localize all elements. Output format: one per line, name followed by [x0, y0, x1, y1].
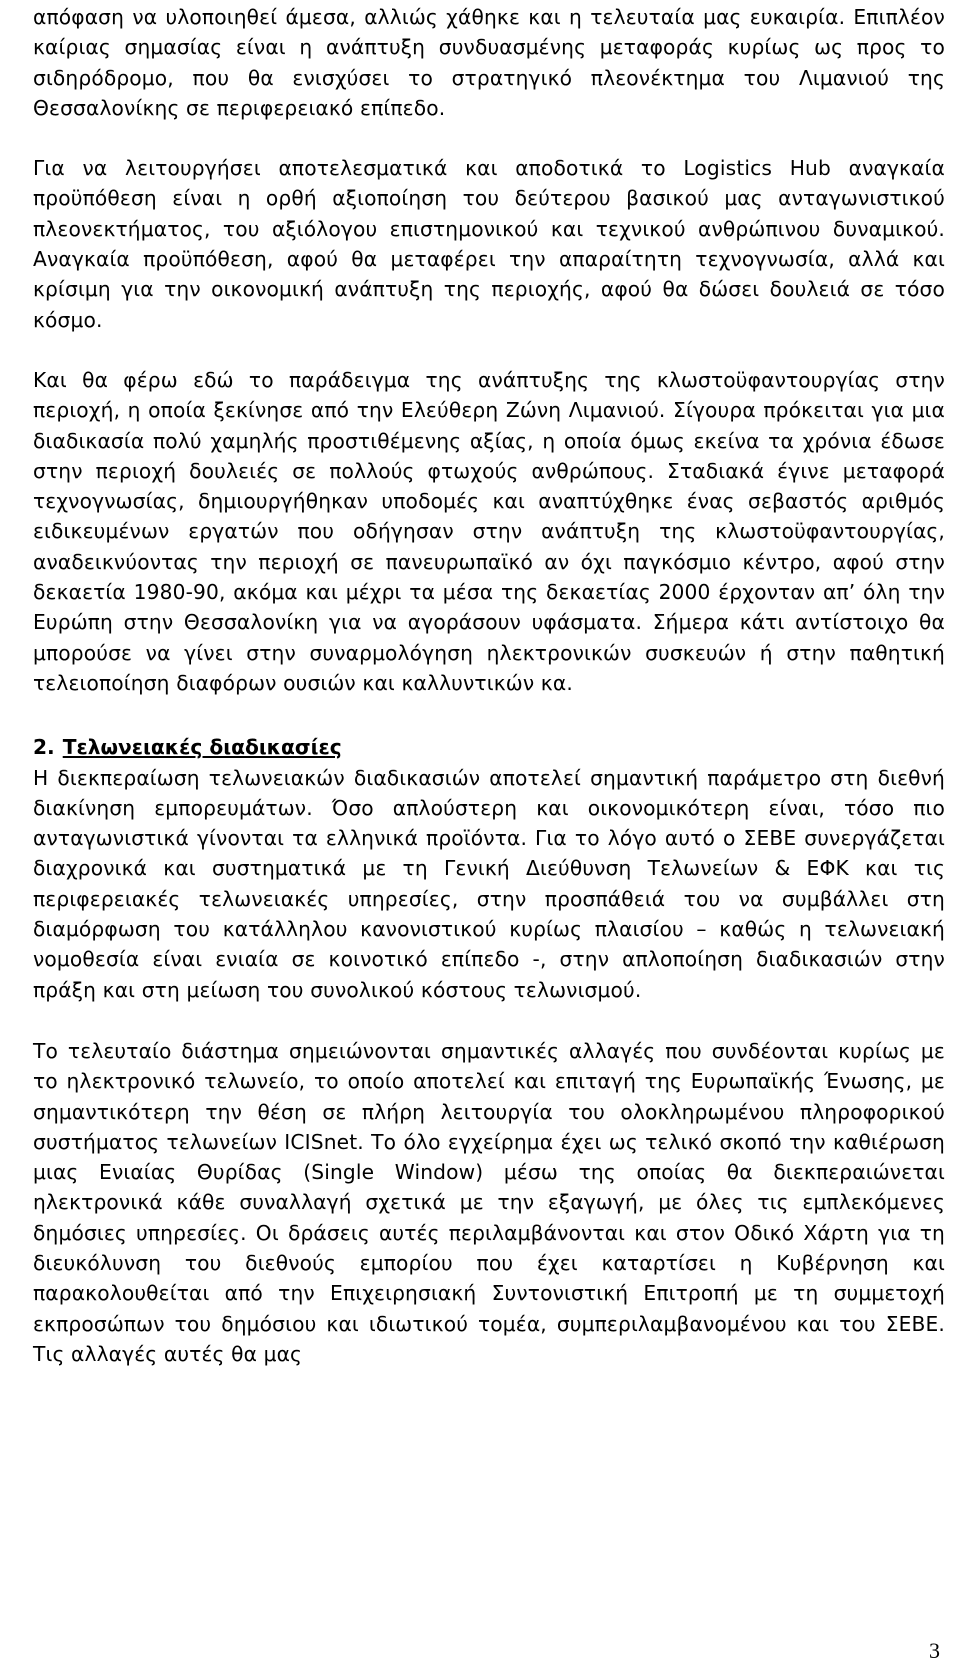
document-page [33, 0, 945, 1369]
section-title: Τελωνειακές διαδικασίες [62, 735, 342, 760]
paragraph-customs-procedures: Η διεκπεραίωση τελωνειακών διαδικασιών αποτελεί σημαντική παράμετρο στη διεθνή διακίνηση εμπορευμάτων. Όσο απλούστερη και οικονομικότερη είναι, τόσο πιο ανταγωνιστικά γίνονται τα ελληνικά προϊόντα. Για το λόγο αυτό ο ΣΕΒΕ συνεργάζεται διαχρονικά και συστηματικά με τη Γενική Διεύθυνση Τελωνείων & ΕΦΚ και τις περιφερειακές τελωνειακές υπηρεσίες, στην προσπάθειά του να συμβάλλει στη διαμόρφωση του κατάλληλου κανονιστικού κυρίως πλαισίου – καθώς η τελωνειακή νομοθεσία είναι ενιαία σε κοινοτικό επίπεδο -, στην απλοποίηση διαδικασιών στην πράξη και στη μείωση του συνολικού κόστους τελωνισμού. [33, 765, 945, 1002]
paragraph-continuation: απόφαση να υλοποιηθεί άμεσα, αλλιώς χάθηκε και η τελευταία μας ευκαιρία. Επιπλέον καίριας σημασίας είναι η ανάπτυξη συνδυασμένης μεταφοράς κυρίως ως προς το σιδηρόδρομο, που θα ενισχύσει το στρατηγικό πλεονέκτημα του Λιμανιού της Θεσσαλονίκης σε περιφερειακό επίπεδο. [33, 5, 945, 120]
section-number: 2. [33, 735, 55, 760]
paragraph-electronic-customs: Το τελευταίο διάστημα σημειώνονται σημαντικές αλλαγές που συνδέονται κυρίως με το ηλεκτρονικό τελωνείο, το οποίο αποτελεί και επιταγή της Ευρωπαϊκής Ένωσης, με σημαντικότερη την θέση σε πλήρη λειτουργία του ολοκληρωμένου πληροφορικού συστήματος τελωνείων ICISnet. Το όλο εγχείρημα έχει ως τελικό σκοπό την καθιέρωση μιας Ενιαίας Θυρίδας (Single Window) μέσω της οποίας θα διεκπεραιώνεται ηλεκτρονικά κάθε συναλλαγή σχετικά με την εξαγωγή, με όλες τις εμπλεκόμενες δημόσιες υπηρεσίες. Οι δράσεις αυτές περιλαμβάνονται και στον Οδικό Χάρτη για τη διευκόλυνση του διεθνούς εμπορίου που έχει καταρτίσει η Κυβέρνηση και παρακολουθείται από την Επιχειρησιακή Συντονιστική Επιτροπή με τη συμμετοχή εκπροσώπων του δημόσιου και ιδιωτικού τομέα, συμπεριλαμβανομένου και του ΣΕΒΕ. Τις αλλαγές αυτές θα μας [33, 1038, 945, 1366]
paragraph-logistics-hub: Για να λειτουργήσει αποτελεσματικά και αποδοτικά το Logistics Hub αναγκαία προϋπόθεση είναι η ορθή αξιοποίηση του δεύτερου βασικού μας ανταγωνιστικού πλεονεκτήματος, του αξιόλογου επιστημονικού και τεχνικού ανθρώπινου δυναμικού. Αναγκαία προϋπόθεση, αφού θα μεταφέρει την απαραίτητη τεχνογνωσία, αλλά και κρίσιμη για την οικονομική ανάπτυξη της περιοχής, αφού θα δώσει δουλειά σε τόσο κόσμο. [33, 156, 945, 332]
page-number: 3 [929, 1638, 940, 1663]
paragraph-textile-example: Και θα φέρω εδώ το παράδειγμα της ανάπτυξης της κλωστοϋφαντουργίας στην περιοχή, η οποία ξεκίνησε από την Ελεύθερη Ζώνη Λιμανιού. Σίγουρα πρόκειται για μια διαδικασία πολύ χαμηλής προστιθέμενης αξίας, η οποία όμως εκείνα τα χρόνια έδωσε στην περιοχή δουλειές σε πολλούς φτωχούς ανθρώπους. Σταδιακά έγινε μεταφορά τεχνογνωσίας, δημιουργήθηκαν υποδομές και αναπτύχθηκε ένας σεβαστός αριθμός ειδικευμένων εργατών που οδήγησαν στην ανάπτυξη της κλωστοϋφαντουργίας, αναδεικνύοντας την περιοχή σε πανευρωπαϊκό αν όχι παγκόσμιο κέντρο, αφού στην δεκαετία 1980-90, ακόμα και μέχρι τα μέσα της δεκαετίας 2000 έρχονταν απ’ όλη την Ευρώπη στην Θεσσαλονίκη για να αγοράσουν υφάσματα. Σήμερα κάτι αντίστοιχο θα μπορούσε να γίνει στην συναρμολόγηση ηλεκτρονικών συσκευών ή στην παθητική τελειοποίηση διαφόρων ουσιών και καλλυντικών κα. [33, 367, 945, 695]
section-heading [33, 732, 945, 762]
